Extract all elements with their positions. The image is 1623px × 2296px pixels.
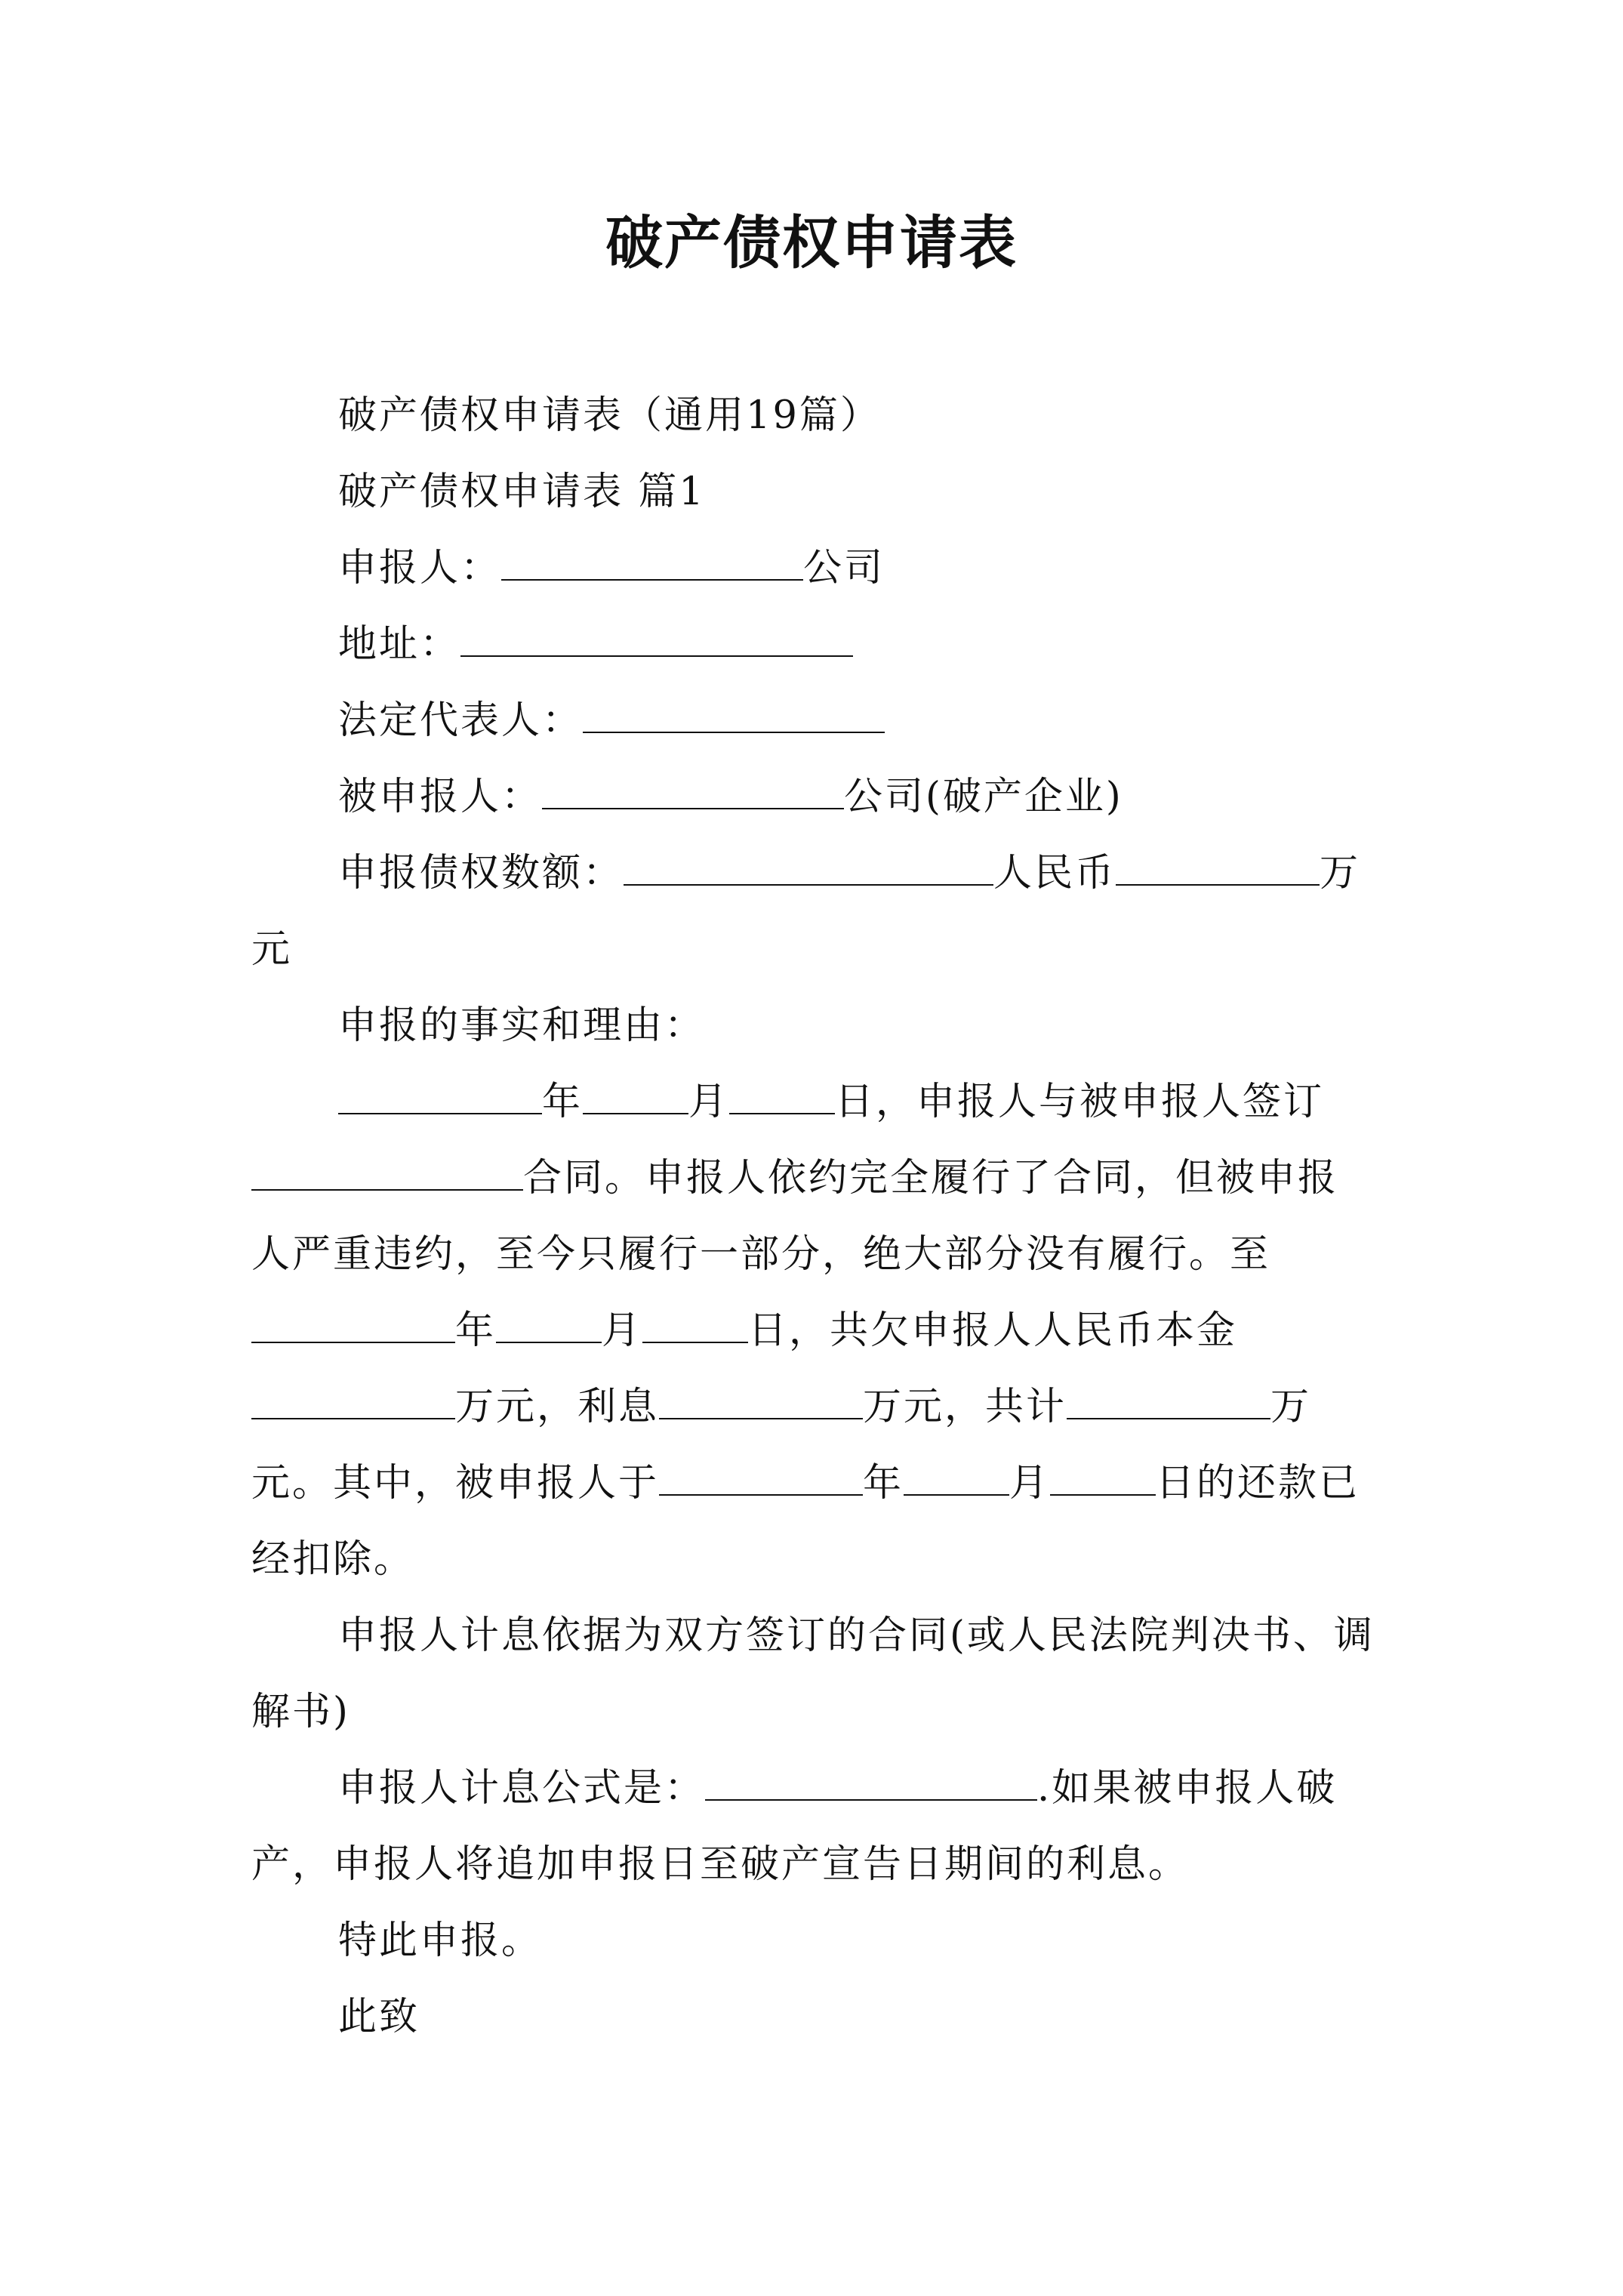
interest-blank[interactable] [659,1371,863,1419]
as-of-day-blank[interactable] [642,1295,748,1343]
as-of-year-label: 年 [455,1308,497,1353]
principal-blank[interactable] [251,1371,455,1419]
total-unit: 万元。其中，被申报人于 [251,1385,1312,1505]
principal-unit: 万元，利息 [455,1385,660,1429]
contract-name-blank[interactable] [251,1142,523,1191]
facts-deducted-text: 日的还款已经扣除。 [251,1461,1360,1582]
basis-line [251,1598,1376,1750]
repay-month-blank[interactable] [904,1447,1009,1496]
legal-rep-blank[interactable] [583,685,885,733]
amount-currency: 人民币 [993,851,1116,895]
repay-year-label: 年 [863,1461,904,1505]
formula-label: 申报人计息公式是： [338,1766,706,1811]
applicant-blank[interactable] [501,532,803,581]
amount-unit: 万元 [251,851,1361,972]
applicant-line [251,530,1376,606]
as-of-month-label: 月 [602,1308,643,1353]
facts-year-blank[interactable] [338,1066,542,1114]
amount-line [251,835,1376,988]
basis-text: 申报人计息依据为双方签订的合同(或人民法院判决书、调解书) [251,1613,1375,1734]
facts-paragraph [251,1064,1376,1598]
special-line [251,1903,1376,1979]
address-label: 地址： [338,622,461,667]
repay-year-blank[interactable] [659,1447,863,1496]
applicant-suffix: 公司 [803,546,885,590]
facts-label: 申报的事实和理由： [338,1003,706,1048]
facts-month-label: 月 [688,1080,730,1124]
formula-blank[interactable] [705,1752,1037,1801]
facts-contract-text: 合同。申报人依约完全履行了合同，但被申报人严重违约，至今只履行一部分，绝大部分没有履行。至 [251,1156,1339,1277]
repay-month-label: 月 [1009,1461,1051,1505]
amount-rmb-blank[interactable] [1116,837,1320,886]
applicant-label: 申报人： [338,546,502,590]
respondent-suffix: 公司(破产企业) [844,775,1123,819]
facts-owe-text: 日，共欠申报人人民币本金 [748,1308,1238,1353]
respondent-line [251,759,1376,835]
respondent-label: 被申报人： [338,775,543,819]
amount-blank[interactable] [624,837,993,886]
facts-sign-text: 日，申报人与被申报人签订 [835,1080,1325,1124]
facts-month-blank[interactable] [583,1066,688,1114]
legal-rep-line [251,683,1376,759]
piece-text: 破产债权申请表 篇1 [338,470,706,514]
formula-line [251,1750,1376,1903]
facts-year-label: 年 [542,1080,584,1124]
interest-unit: 万元，共计 [863,1385,1067,1429]
document-body [251,378,1376,2055]
as-of-year-blank[interactable] [251,1295,455,1343]
facts-day-blank[interactable] [729,1066,835,1114]
amount-label: 申报债权数额： [338,851,624,895]
closing-line [251,1979,1376,2055]
address-line [251,606,1376,683]
facts-label-line [251,988,1376,1064]
closing-text: 此致 [338,1995,420,2039]
special-text: 特此申报。 [338,1918,543,1963]
subtitle-line [251,378,1376,454]
respondent-blank[interactable] [542,761,844,809]
piece-line [251,454,1376,530]
address-blank[interactable] [460,609,853,657]
subtitle-text: 破产债权申请表（通用19篇） [338,393,881,438]
as-of-month-blank[interactable] [496,1295,602,1343]
repay-day-blank[interactable] [1050,1447,1156,1496]
total-blank[interactable] [1067,1371,1270,1419]
legal-rep-label: 法定代表人： [338,698,584,743]
document-title: 破产债权申请表 [605,209,1018,276]
formula-tail: .如果被申报人破产，申报人将追加申报日至破产宣告日期间的利息。 [251,1766,1338,1887]
